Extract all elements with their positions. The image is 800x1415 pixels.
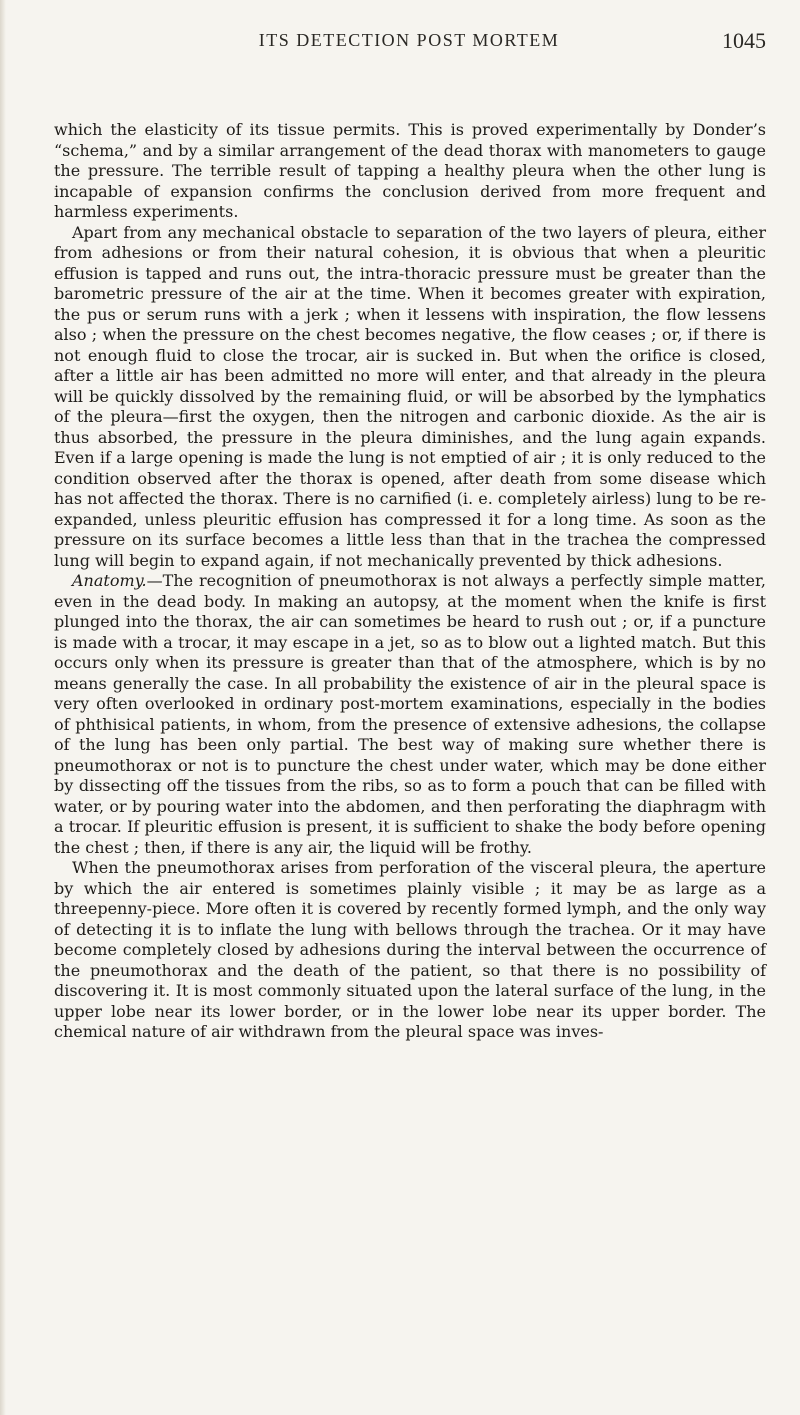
- paragraph-perforation: When the pneumothorax arises from perforation of the visceral pleura, the aperture by which the air entered is sometimes plainly visible ; it may be as large as a threepenny-piece. More often it is covered by recently formed lymph, and the only way of detecting it is to inflate the lung with bellows through the trachea. Or it may have become completely closed by adhesions during the interval between the occurrence of the pneumothorax and the death of the patient, so that there is no possibility of discovering it. It is most commonly situated upon the lateral surface of the lung, in the upper lobe near its lower border, or in the lower lobe near its upper border. The chemical nature of air withdrawn from the pleural space was inves-: [54, 858, 766, 1041]
- page-header: [54, 20, 764, 60]
- running-head: ITS DETECTION POST MORTEM: [258, 30, 560, 50]
- paragraph-continuation: which the elasticity of its tissue permits. This is proved experimentally by Donder’s “schema,” and by a similar arrangement of the dead thorax with manometers to gauge the pressure. The terrible result of tapping a healthy pleura when the other lung is incapable of expansion confirms the conclusion derived from more frequent and harmless experiments.: [54, 120, 766, 221]
- page-edge-shadow: [0, 0, 6, 1415]
- paragraph-anatomy-text: —The recognition of pneumothorax is not always a perfectly simple matter, even in the dead body. In making an autopsy, at the moment when the knife is first plunged into the thorax, the air can sometimes be heard to rush out ; or, if a puncture is made with a trocar, it may escape in a jet, so as to blow out a lighted match. But this occurs only when its pressure is greater than that of the atmosphere, which is by no means generally the case. In all probability the existence of air in the pleural space is very often overlooked in ordinary post-mortem examinations, especially in the bodies of phthisical patients, in whom, from the presence of extensive adhesions, the collapse of the lung has been only partial. The best way of making sure whether there is pneumothorax or not is to puncture the chest under water, which may be done either by dissecting off the tissues from the ribs, so as to form a pouch that can be filled with water, or by pouring water into the abdomen, and then perforating the diaphragm with a trocar. If pleuritic effusion is present, it is sufficient to shake the body before opening the chest ; then, if there is any air, the liquid will be frothy.: [54, 571, 766, 857]
- paragraph-anatomy: [54, 571, 766, 858]
- paragraph-intrathoracic-pressure: Apart from any mechanical obstacle to separation of the two layers of pleura, either from adhesions or from their natural cohesion, it is obvious that when a pleuritic effusion is tapped and runs out, the intra-thoracic pressure must be greater than the barometric pressure of the air at the time. When it becomes greater with expiration, the pus or serum runs with a jerk ; when it lessens with inspiration, the flow lessens also ; when the pressure on the chest becomes negative, the flow ceases ; or, if there is not enough fluid to close the trocar, air is sucked in. But when the orifice is closed, after a little air has been admitted no more will enter, and that already in the pleura will be quickly dissolved by the remaining fluid, or will be absorbed by the lymphatics of the pleura—first the oxygen, then the nitrogen and carbonic dioxide. As the air is thus absorbed, the pressure in the pleura diminishes, and the lung again expands. Even if a large opening is made the lung is not emptied of air ; it is only reduced to the condition observed after the thorax is opened, after death from some disease which has not affected the thorax. There is no carnified (i. e. completely airless) lung to be re-expanded, unless pleuritic effusion has compressed it for a long time. As soon as the pressure on its surface becomes a little less than that in the trachea the compressed lung will begin to expand again, if not mechanically prevented by thick adhesions.: [54, 222, 766, 570]
- page-number: 1045: [722, 28, 766, 53]
- body-text: [54, 120, 766, 1043]
- paragraph-lead-anatomy: Anatomy.: [72, 571, 147, 590]
